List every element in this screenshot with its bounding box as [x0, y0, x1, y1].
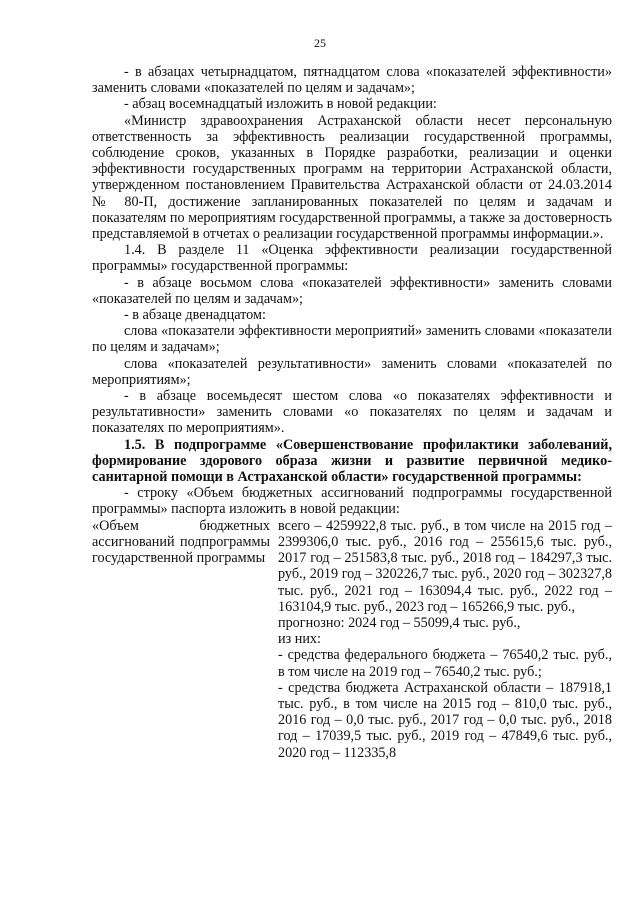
- passport-table-value-line: - средства федерального бюджета – 76540,2 тыс. руб., в том числе на 2019 год – 76540,2 тыс. руб.;: [278, 647, 612, 680]
- paragraph: «Министр здравоохранения Астраханской области несет персональную ответственность за эффективность реализации государственной программы, соблюдение сроков, указанных в Порядке разработки, реализации и оценки эффективности государственных программ на территории Астраханской области, утвержденном постановлением Правительства Астраханской области от 24.03.2014 № 80-П, достижение запланированных показателей по целям и задачам и показателям по мероприятиям государственной программы, а также за достоверность представляемой в отчетах о реализации государственной программы информации.».: [92, 112, 612, 243]
- passport-table-value-line: всего – 4259922,8 тыс. руб., в том числе на 2015 год – 2399306,0 тыс. руб., 2016 год – 255615,6 тыс. руб., 2017 год – 251583,8 тыс. руб., 2018 год – 184297,3 тыс. руб., 2019 год – 320226,7 тыс. руб., 2020 год – 302327,8 тыс. руб., 2021 год – 163094,4 тыс. руб., 2022 год – 163104,9 тыс. руб., 2023 год – 165266,9 тыс. руб.,: [278, 517, 612, 615]
- passport-table-value-cell: [278, 518, 612, 761]
- document-body: [92, 64, 612, 761]
- passport-table: [92, 518, 612, 761]
- paragraph: слова «показатели эффективности мероприятий» заменить словами «показатели по целям и задачам»;: [92, 323, 612, 356]
- paragraph: - строку «Объем бюджетных ассигнований подпрограммы государственной программы» паспорта изложить в новой редакции:: [92, 485, 612, 518]
- passport-table-label: «Объем бюджетных ассигнований подпрограммы государственной программы: [92, 517, 270, 567]
- passport-table-label-cell: [92, 518, 278, 761]
- paragraph: - в абзаце восемьдесят шестом слова «о показателях эффективности и результативности» заменить словами «о показателях по целям и задачам и показателях по мероприятиям».: [92, 388, 612, 437]
- paragraph: 1.4. В разделе 11 «Оценка эффективности реализации государственной программы» государственной программы:: [92, 242, 612, 275]
- paragraph: - абзац восемнадцатый изложить в новой редакции:: [124, 96, 437, 113]
- paragraph: - в абзаце двенадцатом:: [124, 307, 266, 324]
- passport-table-value-line: прогнозно: 2024 год – 55099,4 тыс. руб.,: [278, 614, 521, 631]
- paragraph: - в абзаце восьмом слова «показателей эффективности» заменить словами «показателей по целям и задачам»;: [92, 274, 612, 307]
- paragraph-subprogram-heading: 1.5. В подпрограмме «Совершенствование профилактики заболеваний, формирование здорового образа жизни и развитие первичной медико-санитарной помощи в Астраханской области» государственной программы:: [92, 436, 612, 486]
- passport-table-value-line: из них:: [278, 631, 321, 648]
- passport-table-value-line: - средства бюджета Астраханской области – 187918,1 тыс. руб., в том числе на 2015 год – 810,0 тыс. руб., 2016 год – 0,0 тыс. руб., 2017 год – 0,0 тыс. руб., 2018 год – 17039,5 тыс. руб., 2019 год – 47849,6 тыс. руб., 2020 год – 112335,8: [278, 679, 612, 761]
- paragraph: слова «показателей результативности» заменить словами «показателей по мероприятиям»;: [92, 355, 612, 388]
- paragraph: - в абзацах четырнадцатом, пятнадцатом слова «показателей эффективности» заменить словами «показателей по целям и задачам»;: [92, 64, 612, 97]
- page-number: 25: [314, 36, 326, 50]
